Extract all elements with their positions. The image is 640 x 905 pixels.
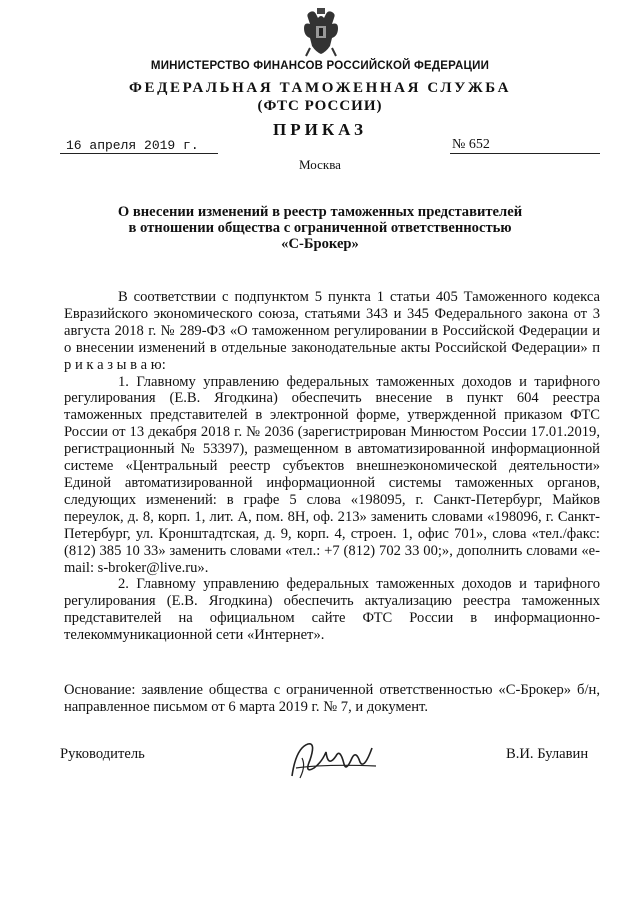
- ministry-name: МИНИСТЕРСТВО ФИНАНСОВ РОССИЙСКОЙ ФЕДЕРАЦИИ: [150, 60, 490, 72]
- preamble-paragraph: В соответствии с подпунктом 5 пункта 1 статьи 405 Таможенного кодекса Евразийского экономического союза, статьями 343 и 345 Федерального закона от 3 августа 2018 г. № 289-ФЗ «О таможенном регулировании в Российской Федерации и о внесении изменений в отдельные законодательные акты Российской Федерации» п р и к а з ы в а ю:: [64, 289, 600, 373]
- title-line: «С-Брокер»: [281, 236, 359, 252]
- coat-of-arms-icon: [302, 8, 340, 58]
- clause-2-paragraph: 2. Главному управлению федеральных таможенных доходов и тарифного регулирования (Е.В. Ягодкина) обеспечить актуализацию реестра таможенных представителей на официальном сайте ФТС России в информационно-телекоммуникационной сети «Интернет».: [64, 576, 600, 644]
- clause-1-paragraph: 1. Главному управлению федеральных таможенных доходов и тарифного регулирования (Е.В. Ягодкина) обеспечить внесение в пункт 604 реестра таможенных представителей в электронной форме, утвержденной приказом ФТС России от 13 декабря 2018 г. № 2036 (зарегистрирован Минюстом России 17.01.2019, регистрационный № 53397), размещенном в автоматизированной информационной системе «Центральный реестр субъектов внешнеэкономической деятельности» Единой автоматизированной информационной системы таможенных органов, следующих изменений: в графе 5 слова «198095, г. Санкт-Петербург, Майков переулок, д. 8, корп. 1, лит. А, пом. 8Н, оф. 213» заменить словами «198096, г. Санкт-Петербург, ул. Кронштадтская, д. 9, корп. 4, строен. 1, офис 701», слова «тел./факс: (812) 385 10 33» заменить словами «тел.: +7 (812) 702 33 00;», дополнить словами «e-mail: s-broker@live.ru».: [64, 373, 600, 576]
- document-type: ПРИКАЗ: [273, 120, 367, 139]
- order-body: [64, 289, 600, 644]
- order-number: № 652: [452, 137, 490, 152]
- title-line: в отношении общества с ограниченной ответственностью: [128, 220, 512, 236]
- order-title: [0, 204, 640, 252]
- date-underline: [60, 153, 218, 154]
- signatory-name: В.И. Булавин: [506, 746, 589, 762]
- handwritten-signature: [286, 738, 382, 784]
- service-name: ФЕДЕРАЛЬНАЯ ТАМОЖЕННАЯ СЛУЖБА: [128, 80, 512, 96]
- service-abbreviation: (ФТС РОССИИ): [257, 98, 383, 114]
- title-line: О внесении изменений в реестр таможенных представителей: [117, 204, 523, 220]
- order-date: 16 апреля 2019 г.: [66, 138, 199, 153]
- basis-paragraph: Основание: заявление общества с ограниченной ответственностью «С-Брокер» б/н, направленное письмом от 6 марта 2019 г. № 7, и документ.: [64, 682, 600, 715]
- number-underline: [450, 153, 600, 154]
- city: Москва: [299, 157, 341, 172]
- signatory-position: Руководитель: [60, 746, 145, 762]
